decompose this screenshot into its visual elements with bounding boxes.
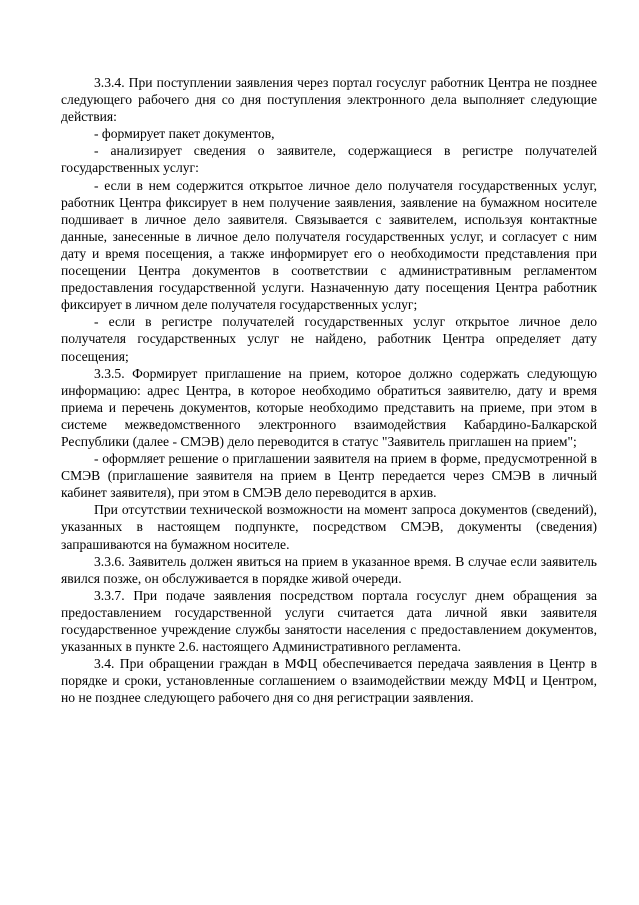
paragraph-3-3-5: 3.3.5. Формирует приглашение на прием, которое должно содержать следующую информацию: адрес Центра, в которое необходимо обратиться заявителю, дату и время приема и перечень документов, которые необходимо представить на приеме, при этом в системе межведомственного электронного взаимодействия Кабардино-Балкарской Республики (далее - СМЭВ) дело переводится в статус "Заявитель приглашен на прием"; xyxy=(61,365,597,449)
list-item-open-case-found: - если в нем содержится открытое личное дело получателя государственных услуг, работник Центра фиксирует в нем получение заявления, заявление на бумажном носителе подшивает в личное дело заявителя. Связывается с заявителем, используя контактные данные, занесенные в личное дело получателя государственных услуг, и согласует с ним дату и время посещения, а также информирует его о необходимости представления при посещении Центра документов в соответствии с административным регламентом предоставления государственной услуги. Назначенную дату посещения Центра работник фиксирует в личном деле получателя государственных услуг; xyxy=(61,177,597,313)
paragraph-3-3-7: 3.3.7. При подаче заявления посредством портала госуслуг днем обращения за предоставлением государственной услуги считается дата личной явки заявителя государственное учреждение службы занятости населения с предоставлением документов, указанных в пункте 2.6. настоящего Административного регламента. xyxy=(61,587,597,655)
paragraph-3-3-6: 3.3.6. Заявитель должен явиться на прием в указанное время. В случае если заявитель явился позже, он обслуживается в порядке живой очереди. xyxy=(61,553,597,586)
list-item-analyze-register: - анализирует сведения о заявителе, содержащиеся в регистре получателей государственных услуг: xyxy=(61,143,597,176)
document-body xyxy=(61,74,597,706)
paragraph-3-3-4: 3.3.4. При поступлении заявления через портал госуслуг работник Центра не позднее следующего рабочего дня со дня поступления электронного дела выполняет следующие действия: xyxy=(61,75,597,125)
paragraph-no-technical-possibility: При отсутствии технической возможности на момент запроса документов (сведений), указанных в настоящем подпункте, посредством СМЭВ, документы (сведения) запрашиваются на бумажном носителе. xyxy=(61,502,597,552)
paragraph-3-4: 3.4. При обращении граждан в МФЦ обеспечивается передача заявления в Центр в порядке и сроки, установленные соглашением о взаимодействии между МФЦ и Центром, но не позднее следующего рабочего дня со дня регистрации заявления. xyxy=(61,656,597,706)
list-item-open-case-not-found: - если в регистре получателей государственных услуг открытое личное дело получателя государственных услуг не найдено, работник Центра определяет дату посещения; xyxy=(61,314,597,364)
list-item-invitation-decision: - оформляет решение о приглашении заявителя на прием в форме, предусмотренной в СМЭВ (приглашение заявителя на прием в Центр передается через СМЭВ в личный кабинет заявителя), при этом в СМЭВ дело переводится в архив. xyxy=(61,451,597,501)
list-item-form-package: - формирует пакет документов, xyxy=(94,126,275,142)
